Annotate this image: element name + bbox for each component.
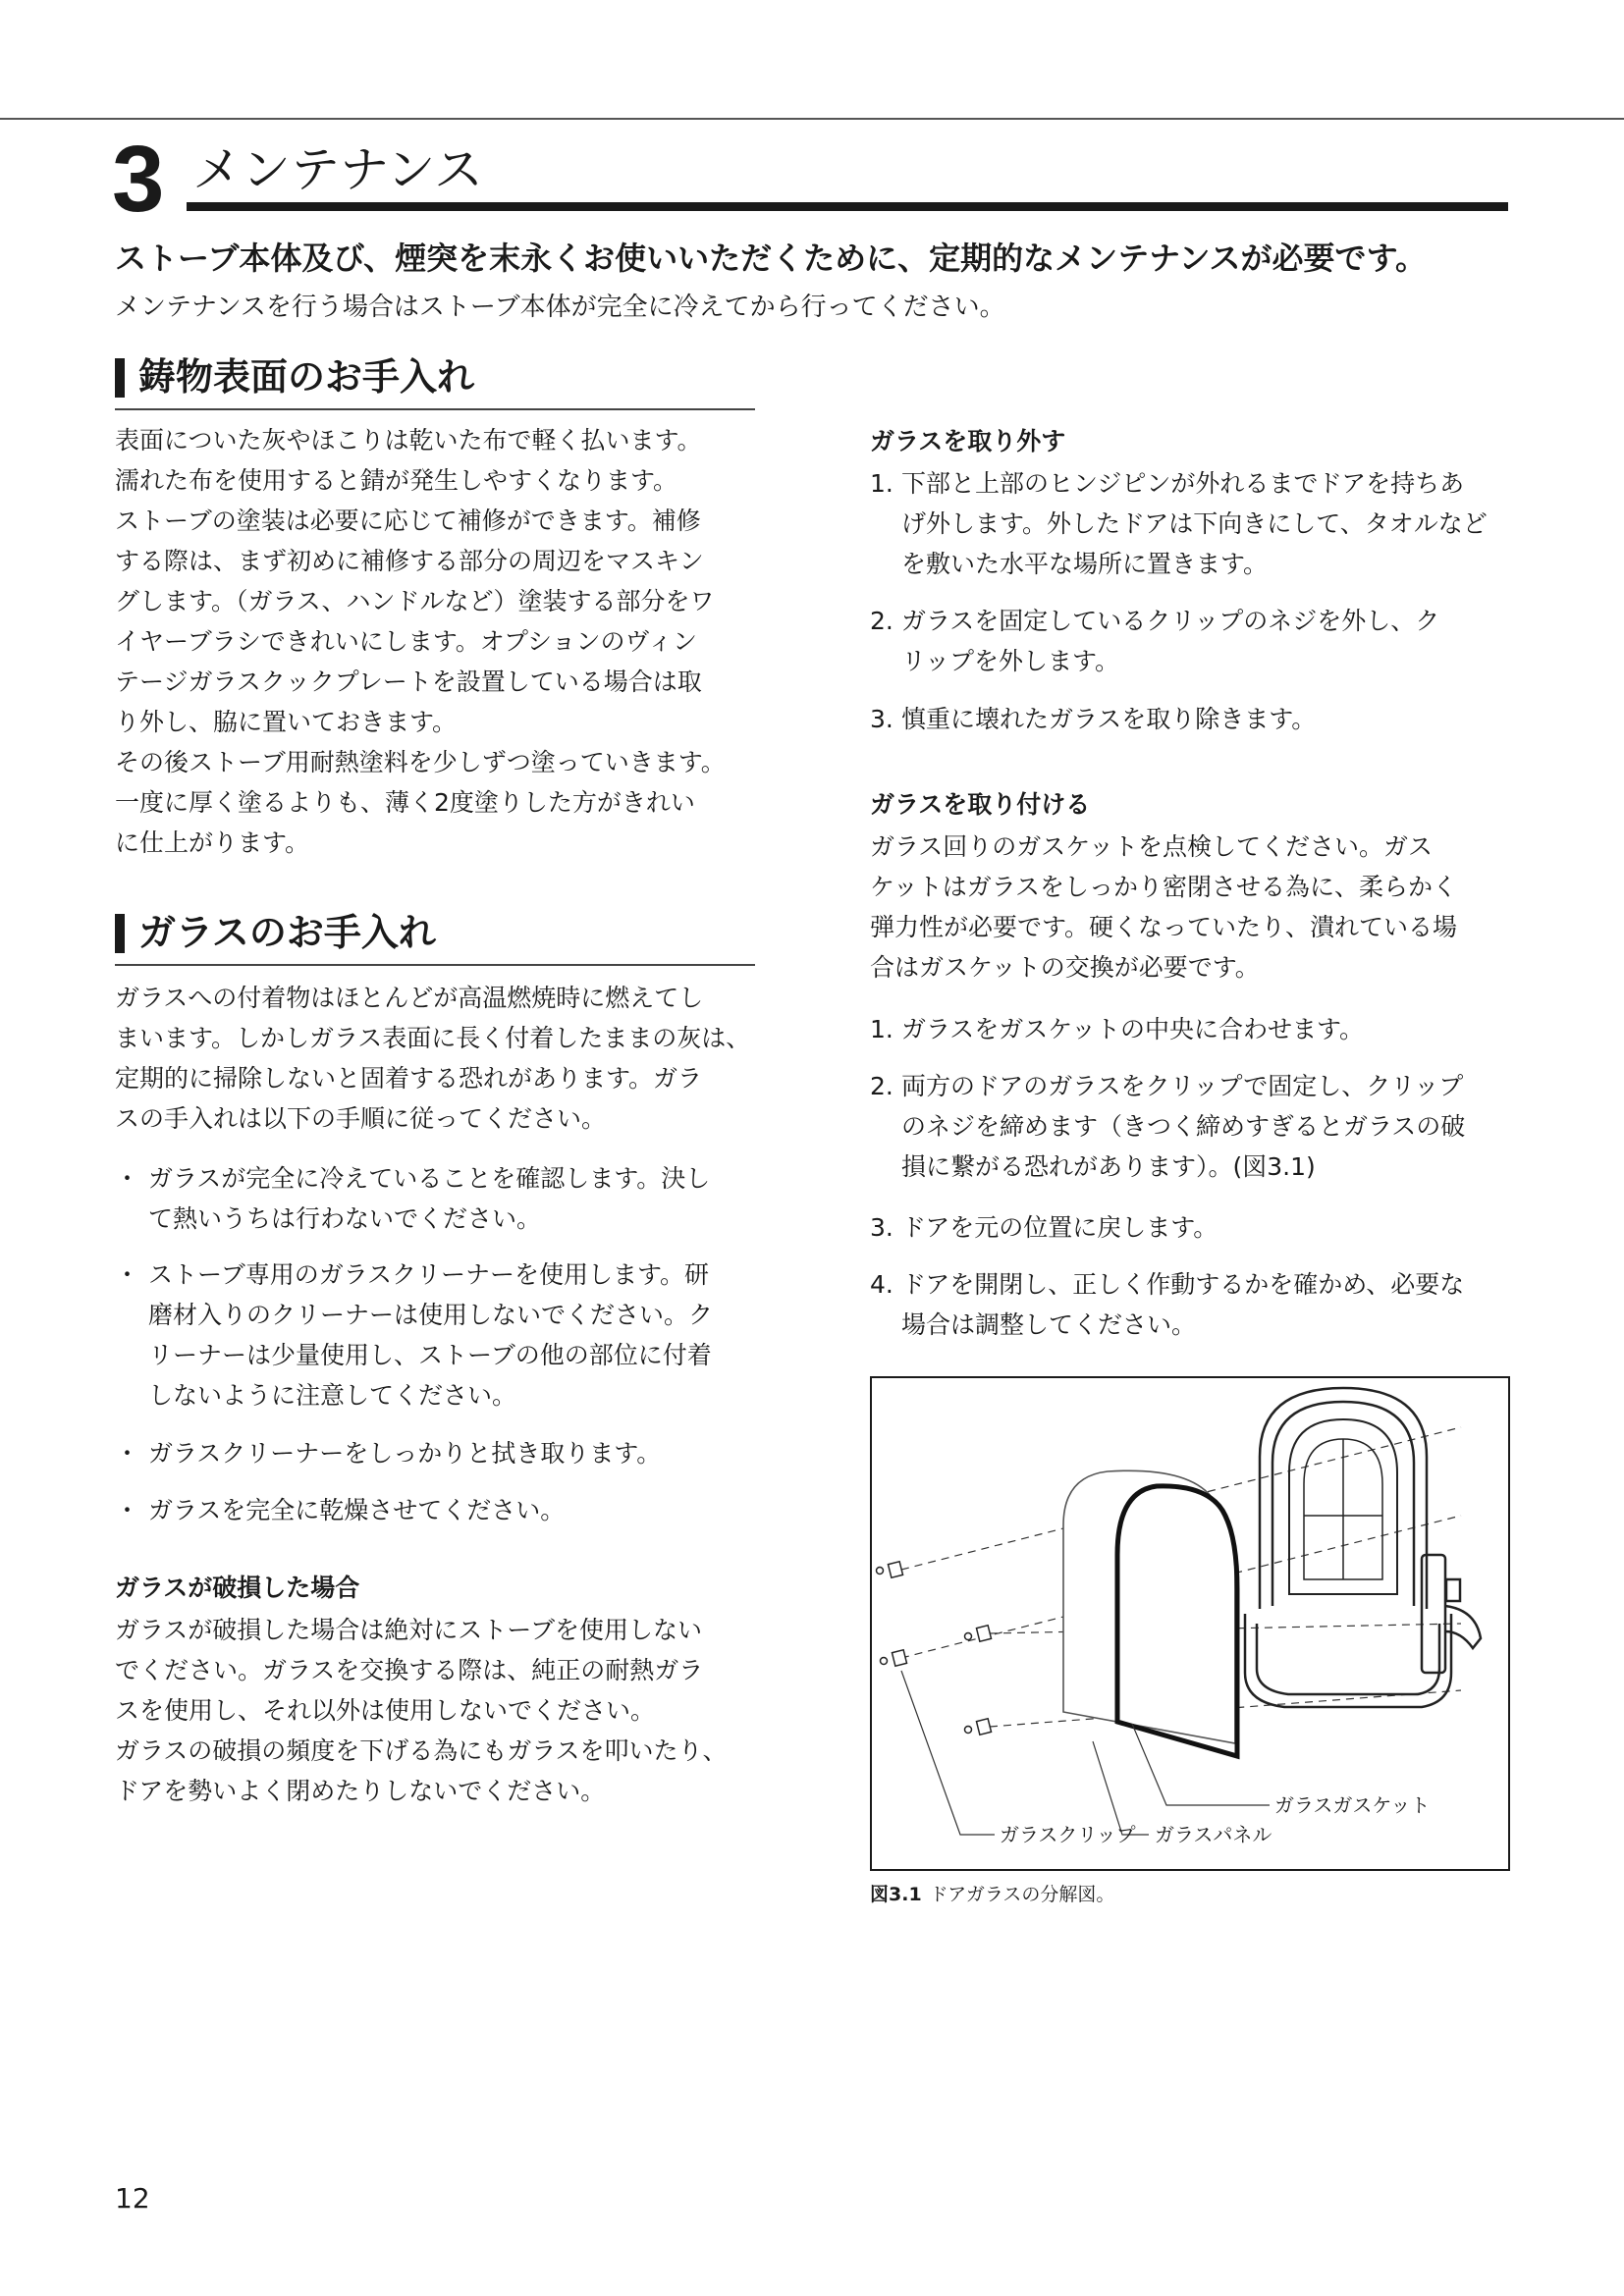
cast-line: イヤーブラシできれいにします。オプションのヴィン — [115, 627, 698, 656]
broken-line: ガラスの破損の頻度を下げる為にもガラスを叩いたり、 — [115, 1736, 728, 1765]
step-line: 慎重に壊れたガラスを取り除きます。 — [901, 705, 1317, 733]
step-number: 3. — [870, 705, 893, 733]
chapter-rule — [187, 202, 1508, 211]
bullet-mark: ・ — [115, 1496, 140, 1524]
bullet-mark: ・ — [115, 1260, 140, 1289]
door-glass-exploded-figure — [870, 1376, 1510, 1871]
label-glass-gasket: ガラスガスケット — [1274, 1793, 1431, 1817]
glass-bullet-item — [115, 1490, 565, 1530]
door-frame — [1245, 1388, 1481, 1707]
step-line: 下部と上部のヒンジピンが外れるまでドアを持ちあ — [901, 469, 1465, 498]
cast-line: グします。（ガラス、ハンドルなど）塗装する部分をワ — [115, 587, 715, 615]
step-number: 2. — [870, 1072, 893, 1100]
broken-line: でください。ガラスを交換する際は、純正の耐熱ガラ — [115, 1656, 704, 1684]
label-glass-panel: ガラスパネル — [1155, 1823, 1272, 1846]
cast-line: する際は、まず初めに補修する部分の周辺をマスキン — [115, 547, 704, 575]
broken-line: スを使用し、それ以外は使用しないでください。 — [115, 1696, 656, 1725]
install-line: 合はガスケットの交換が必要です。 — [870, 953, 1260, 982]
bullet-line: ガラスクリーナーをしっかりと拭き取ります。 — [148, 1439, 662, 1468]
step-number: 4. — [870, 1270, 893, 1299]
step-line: 両方のドアのガラスをクリップで固定し、クリップ — [901, 1072, 1464, 1100]
remove-step — [870, 463, 1488, 584]
chapter-title: メンテナンス — [192, 141, 483, 198]
step-line: リップを外します。 — [901, 647, 1120, 675]
step-line: ガラスを固定しているクリップのネジを外し、ク — [901, 607, 1440, 635]
step-number: 1. — [870, 469, 893, 498]
cast-section-body — [115, 420, 726, 863]
cast-line: テージガラスクックプレートを設置している場合は取 — [115, 667, 702, 696]
glass-clips — [877, 1562, 992, 1735]
step-line: ドアを開閉し、正しく作動するかを確かめ、必要な — [901, 1270, 1465, 1299]
broken-section-body — [115, 1610, 728, 1811]
remove-step — [870, 699, 1316, 739]
glass-line: 定期的に掃除しないと固着する恐れがあります。ガラ — [115, 1064, 703, 1093]
bullet-line: ガラスが完全に冷えていることを確認します。決し — [148, 1164, 711, 1193]
glass-bullet-item — [115, 1158, 710, 1239]
install-section-body — [870, 827, 1457, 988]
glass-bullet-item — [115, 1433, 661, 1473]
install-step — [870, 1207, 1218, 1248]
broken-line: ドアを勢いよく閉めたりしないでください。 — [115, 1777, 606, 1805]
cast-line: 一度に厚く塗るよりも、薄く2度塗りした方がきれい — [115, 788, 695, 817]
chapter-number: 3 — [112, 127, 165, 232]
install-section-heading: ガラスを取り付ける — [870, 790, 1091, 819]
bullet-line: しないように注意してください。 — [148, 1381, 517, 1410]
step-line: を敷いた水平な場所に置きます。 — [901, 550, 1269, 578]
broken-line: ガラスが破損した場合は絶対にストーブを使用しない — [115, 1616, 703, 1644]
glass-line: ガラスへの付着物はほとんどが高温燃焼時に燃えてし — [115, 984, 704, 1012]
label-glass-clip: ガラスクリップ — [1000, 1823, 1136, 1846]
figure-caption-text: ドアガラスの分解図。 — [929, 1884, 1115, 1905]
figure-caption-label: 図3.1 — [870, 1884, 922, 1905]
bullet-mark: ・ — [115, 1164, 140, 1193]
cast-line: 表面についた灰やほこりは乾いた布で軽く払います。 — [115, 426, 702, 454]
step-number: 3. — [870, 1213, 893, 1242]
lead-text: ストーブ本体及び、煙突を末永くお使いいただくために、定期的なメンテナンスが必要です。 — [115, 240, 1428, 277]
install-step — [870, 1066, 1465, 1187]
step-line: 場合は調整してください。 — [901, 1310, 1197, 1339]
sublead-text: メンテナンスを行う場合はストーブ本体が完全に冷えてから行ってください。 — [115, 293, 1005, 322]
glass-line: まいます。しかしガラス表面に長く付着したままの灰は、 — [115, 1024, 751, 1052]
glass-bullet-item — [115, 1255, 713, 1415]
glass-section-body — [115, 978, 750, 1139]
step-line: のネジを締めます（きつく締めすぎるとガラスの破 — [901, 1112, 1466, 1141]
top-rule — [0, 118, 1624, 120]
cast-line: 濡れた布を使用すると錆が発生しやすくなります。 — [115, 466, 678, 495]
step-line: ドアを元の位置に戻します。 — [901, 1213, 1218, 1242]
bullet-line: ストーブ専用のガラスクリーナーを使用します。研 — [148, 1260, 710, 1289]
cast-line: ストーブの塗装は必要に応じて補修ができます。補修 — [115, 507, 701, 535]
glass-line: スの手入れは以下の手順に従ってください。 — [115, 1104, 607, 1133]
remove-section-heading: ガラスを取り外す — [870, 427, 1066, 455]
step-number: 1. — [870, 1015, 893, 1043]
step-line: 損に繋がる恐れがあります）。(図3.1) — [901, 1152, 1316, 1181]
page-number: 12 — [115, 2182, 150, 2215]
cast-section-rule — [115, 408, 755, 410]
bullet-line: 磨材入りのクリーナーは使用しないでください。ク — [148, 1301, 714, 1329]
cast-line: に仕上がります。 — [115, 828, 310, 857]
glass-panel — [1063, 1470, 1235, 1743]
glass-section-rule — [115, 964, 755, 966]
bullet-line: て熱いうちは行わないでください。 — [148, 1204, 542, 1233]
install-line: ガラス回りのガスケットを点検してください。ガス — [870, 832, 1434, 861]
bullet-mark: ・ — [115, 1439, 140, 1468]
glass-section-heading: ガラスのお手入れ — [115, 905, 436, 960]
bullet-line: ガラスを完全に乾燥させてください。 — [148, 1496, 566, 1524]
install-line: ケットはガラスをしっかり密閉させる為に、柔らかく — [870, 873, 1458, 901]
install-step — [870, 1264, 1464, 1345]
broken-section-heading: ガラスが破損した場合 — [115, 1574, 360, 1602]
bullet-line: リーナーは少量使用し、ストーブの他の部位に付着 — [148, 1341, 712, 1369]
step-number: 2. — [870, 607, 893, 635]
remove-step — [870, 601, 1439, 681]
cast-section-heading: 鋳物表面のお手入れ — [115, 349, 474, 404]
step-line: げ外します。外したドアは下向きにして、タオルなど — [901, 509, 1488, 538]
step-line: ガラスをガスケットの中央に合わせます。 — [901, 1015, 1365, 1043]
install-step — [870, 1009, 1364, 1049]
cast-line: その後ストーブ用耐熱塗料を少しずつ塗っていきます。 — [115, 748, 726, 776]
install-line: 弾力性が必要です。硬くなっていたり、潰れている場 — [870, 913, 1458, 941]
cast-line: り外し、脇に置いておきます。 — [115, 708, 458, 736]
figure-caption — [870, 1881, 1114, 1908]
